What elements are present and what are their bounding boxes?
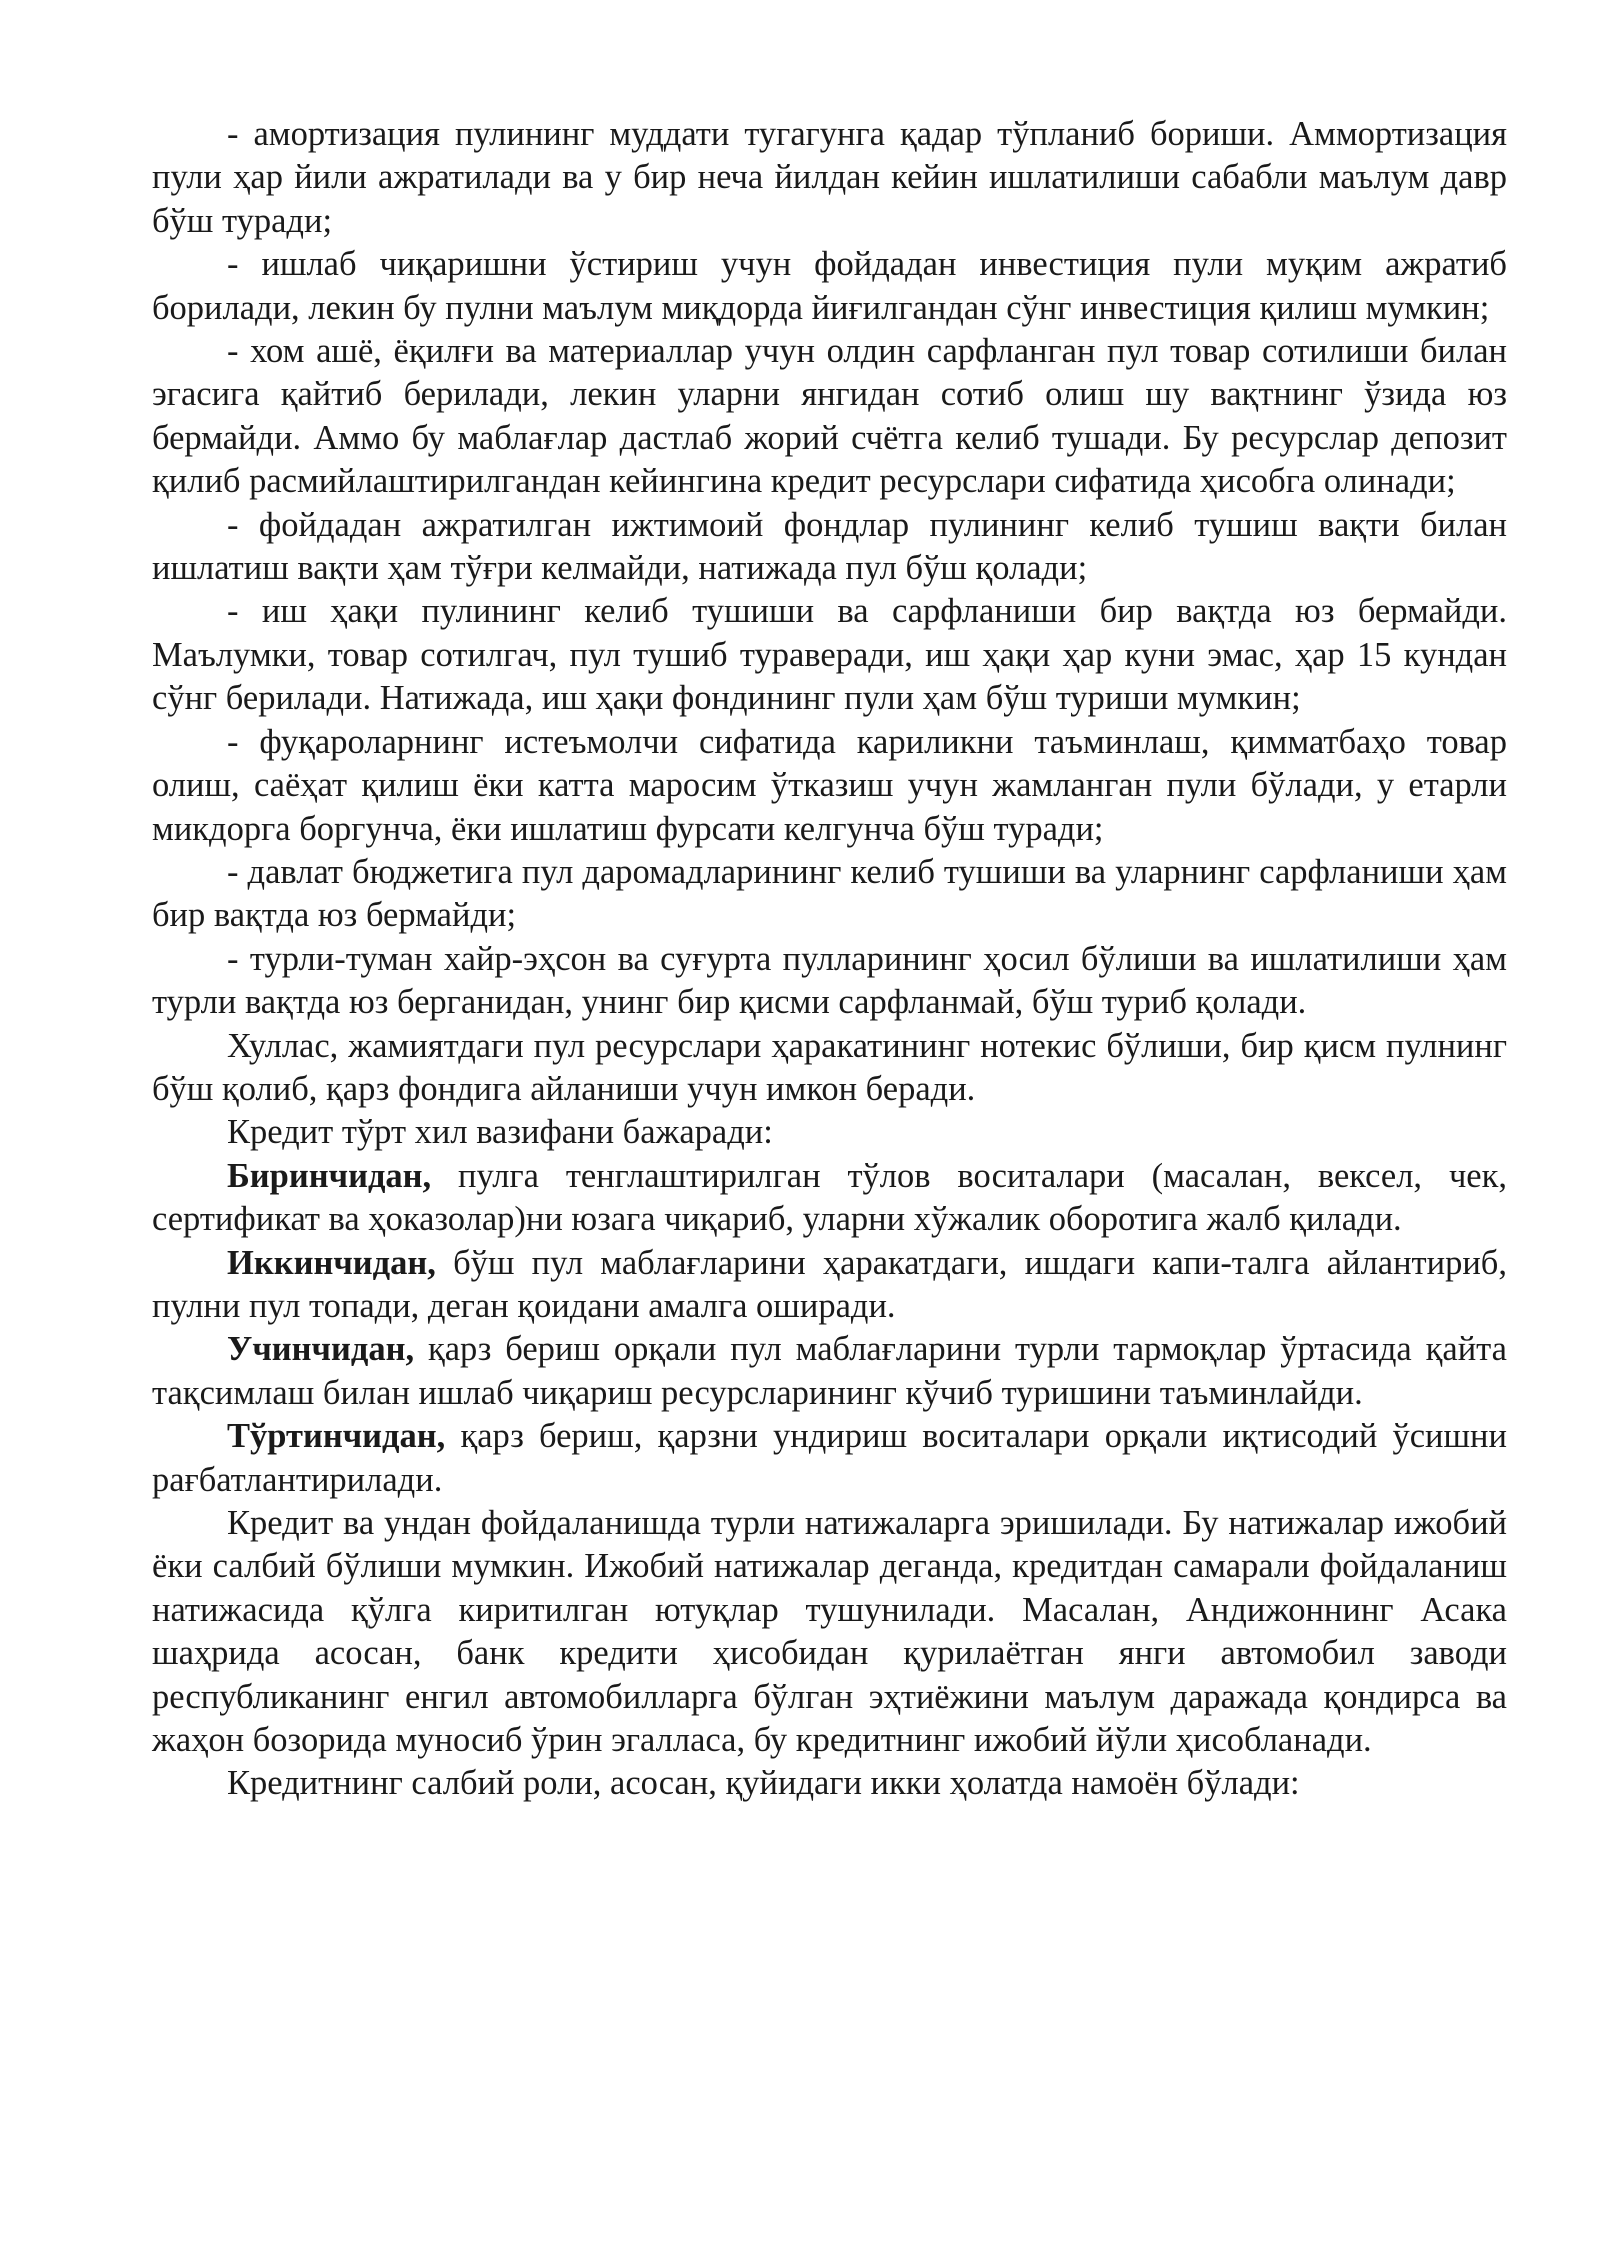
paragraph-lead-term: Тўртинчидан, [227,1417,446,1456]
paragraph-text: қарз бериш, қарзни ундириш воситалари орқали иқтисодий ўсишни рағбатлантирилади. [152,1417,1507,1499]
paragraph-lead-term: Учинчидан, [227,1330,415,1369]
paragraph-function-second [152,1242,1507,1329]
paragraph-investment [152,243,1507,330]
paragraph-text: бўш пул маблағларини ҳаракатдаги, ишдаги капи-талга айлантириб, пулни пул топади, деган қоидани амалга оширади. [152,1243,1507,1325]
paragraph-text: - фуқароларнинг истеъмолчи сифатида кариликни таъминлаш, қимматбаҳо товар олиш, саёҳат қилиш ёки катта маросим ўтказиш учун жамланган пули бўлади, у етарли микдорга боргунча, ёки ишлатиш фурсати келгунча бўш туради; [152,722,1507,848]
paragraph-text: - амортизация пулининг муддати тугагунга қадар тўпланиб бориши. Аммортизация пули ҳар йили ажратилади ва у бир неча йилдан кейин ишлатилиши сабабли маълум давр бўш туради; [152,115,1507,240]
paragraph-state-budget [152,851,1507,938]
paragraph-amortization [152,113,1507,243]
paragraph-credit-negative-role [152,1762,1507,1805]
paragraph-text: Кредит ва ундан фойдаланишда турли натижаларга эришилади. Бу натижалар ижобий ёки салбий бўлиши мумкин. Ижобий натижалар деганда, кредитдан самарали фойдаланиш натижасида қўлга киритилган ютуқлар тушунилади. Масалан, Андижоннинг Асака шаҳрида асосан, банк кредити ҳисобидан қурилаётган янги автомобил заводи республиканинг енгил автомобилларга бўлган эҳтиёжини маълум даражада қондирса ва жаҳон бозорида муносиб ўрин эгалласа, бу кредитнинг ижобий йўли ҳисобланади. [152,1504,1507,1760]
paragraph-text: Хуллас, жамиятдаги пул ресурслари ҳаракатининг нотекис бўлиши, бир қисм пулнинг бўш қолиб, қарз фондига айланиши учун имкон беради. [152,1026,1507,1108]
paragraph-social-funds [152,504,1507,591]
paragraph-text: - иш ҳақи пулининг келиб тушиши ва сарфланиши бир вақтда юз бермайди. Маълумки, товар сотилгач, пул тушиб тураверади, иш ҳақи ҳар куни эмас, ҳар 15 кундан сўнг берилади. Натижада, иш ҳақи фондининг пули ҳам бўш туриши мумкин; [152,592,1507,718]
paragraph-text: Кредитнинг салбий роли, асосан, қуйидаги икки ҳолатда намоён бўлади: [227,1764,1300,1803]
paragraph-credit-functions-intro [152,1111,1507,1154]
paragraph-text: - турли-туман хайр-эҳсон ва суғурта пулларининг ҳосил бўлиши ва ишлатилиши ҳам турли вақтда юз берганидан, унинг бир қисми сарфланмай, бўш туриб қолади. [152,939,1507,1022]
paragraph-text: пулга тенглаштирилган тўлов воситалари (масалан, вексел, чек, сертификат ва ҳоказолар)ни юзага чиқариб, уларни хўжалик оборотига жалб қилади. [152,1156,1507,1239]
document-page [152,113,1507,1806]
paragraph-lead-term: Биринчидан, [227,1156,432,1195]
paragraph-citizens-savings [152,721,1507,851]
paragraph-function-first [152,1155,1507,1242]
paragraph-text: - давлат бюджетига пул даромадларининг келиб тушиши ва уларнинг сарфланиши ҳам бир вақтда юз бермайди; [152,852,1507,935]
paragraph-summary [152,1025,1507,1112]
paragraph-text: Кредит тўрт хил вазифани бажаради: [227,1113,773,1152]
paragraph-raw-materials [152,330,1507,504]
paragraph-charity-insurance [152,938,1507,1025]
paragraph-text: - фойдадан ажратилган ижтимоий фондлар пулининг келиб тушиш вақти билан ишлатиш вақти ҳам тўғри келмайди, натижада пул бўш қолади; [152,505,1507,588]
paragraph-function-fourth [152,1415,1507,1502]
paragraph-wages [152,590,1507,720]
paragraph-function-third [152,1328,1507,1415]
paragraph-text: - хом ашё, ёқилғи ва материаллар учун олдин сарфланган пул товар сотилиши билан эгасига қайтиб берилади, лекин уларни янгидан сотиб олиш шу вақтнинг ўзида юз бермайди. Аммо бу маблағлар дастлаб жорий счётга келиб тушади. Бу ресурслар депозит қилиб расмийлаштирилгандан кейингина кредит ресурслари сифатида ҳисобга олинади; [152,332,1507,501]
paragraph-lead-term: Иккинчидан, [227,1243,436,1282]
paragraph-text: - ишлаб чиқаришни ўстириш учун фойдадан инвестиция пули муқим ажратиб борилади, лекин бу пулни маълум миқдорда йиғилгандан сўнг инвестиция қилиш мумкин; [152,245,1507,327]
paragraph-text: қарз бериш орқали пул маблағларини турли тармоқлар ўртасида қайта тақсимлаш билан ишлаб чиқариш ресурсларининг кўчиб туришини таъминлайди. [152,1330,1507,1412]
paragraph-credit-results [152,1502,1507,1762]
